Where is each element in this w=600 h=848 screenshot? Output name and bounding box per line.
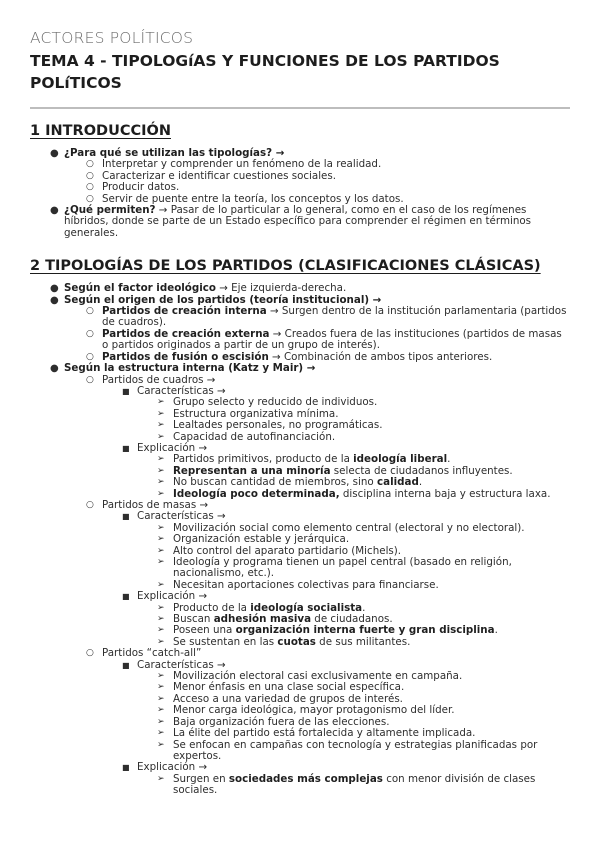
circle-bullet-icon: ○ bbox=[86, 182, 94, 193]
list-item: ■ Explicación → bbox=[122, 441, 208, 454]
arrow-bullet-icon: ➢ bbox=[157, 716, 165, 727]
bullet-icon: ● bbox=[50, 363, 59, 375]
bullet-icon: ● bbox=[50, 148, 59, 159]
list-item: ➢ Necesitan aportaciones colectivas para financiarse. bbox=[157, 578, 439, 591]
document-page bbox=[30, 28, 570, 797]
arrow-bullet-icon: ➢ bbox=[157, 671, 165, 682]
list-item: ➢ Movilización social como elemento central (electoral y no electoral). bbox=[157, 521, 525, 534]
list-item: ➢ Organización estable y jerárquica. bbox=[157, 533, 350, 546]
list-item: ➢ Menor carga ideológica, mayor protagonismo del líder. bbox=[157, 704, 455, 717]
bullet-icon: ● bbox=[50, 283, 59, 295]
arrow-bullet-icon: ➢ bbox=[157, 728, 165, 739]
list-item: ➢ Partidos primitivos, producto de la ideología liberal. bbox=[157, 453, 451, 466]
list-item: ➢ Alto control del aparato partidario (Michels). bbox=[157, 544, 402, 557]
list-item: ➢ Ideología y programa tienen un papel central (basado en religión, nacionalismo, etc.). bbox=[157, 556, 512, 580]
square-bullet-icon: ■ bbox=[122, 386, 130, 396]
list-item: ○ Partidos de masas → bbox=[86, 498, 209, 511]
list-item: ● Según el factor ideológico → Eje izquierda-derecha. bbox=[50, 282, 347, 295]
arrow-bullet-icon: ➢ bbox=[157, 693, 165, 704]
list-item: ■ Características → bbox=[122, 658, 226, 671]
arrow-bullet-icon: ➢ bbox=[157, 454, 165, 465]
arrow-bullet-icon: ➢ bbox=[157, 477, 165, 488]
list-item: ➢ Se sustentan en las cuotas de sus militantes. bbox=[157, 635, 411, 648]
arrow-bullet-icon: ➢ bbox=[157, 579, 165, 590]
square-bullet-icon: ■ bbox=[122, 763, 130, 773]
circle-bullet-icon: ○ bbox=[86, 328, 94, 339]
arrow-bullet-icon: ➢ bbox=[157, 465, 165, 476]
circle-bullet-icon: ○ bbox=[86, 374, 94, 385]
list-item: ➢ Se enfocan en campañas con tecnología y estrategias planificadas por expertos. bbox=[157, 738, 538, 762]
list-item: ➢ Grupo selecto y reducido de individuos. bbox=[157, 396, 378, 409]
square-bullet-icon: ■ bbox=[122, 660, 130, 670]
arrow-bullet-icon: ➢ bbox=[157, 682, 165, 693]
circle-bullet-icon: ○ bbox=[86, 193, 94, 204]
list-item: ● ¿Qué permiten? → Pasar de lo particular a lo general, como en el caso de los regímenes híbridos, donde se parte de un Estado específico para comprender el régimen en términos generales. bbox=[50, 204, 532, 239]
list-item: ➢ Lealtades personales, no programáticas. bbox=[157, 419, 383, 432]
arrow-bullet-icon: ➢ bbox=[157, 636, 165, 647]
arrow-bullet-icon: ➢ bbox=[157, 545, 165, 556]
circle-bullet-icon: ○ bbox=[86, 648, 94, 659]
arrow-bullet-icon: ➢ bbox=[157, 534, 165, 545]
circle-bullet-icon: ○ bbox=[86, 170, 94, 181]
circle-bullet-icon: ○ bbox=[86, 351, 94, 362]
list-item: ➢ Ideología poco determinada, disciplina interna baja y estructura laxa. bbox=[157, 487, 551, 500]
arrow-bullet-icon: ➢ bbox=[157, 614, 165, 625]
list-item: ➢ Baja organización fuera de las elecciones. bbox=[157, 715, 390, 728]
list-item: ■ Explicación → bbox=[122, 590, 208, 603]
list-item: ➢ Representan a una minoría selecta de ciudadanos influyentes. bbox=[157, 464, 513, 477]
list-item: ➢ Buscan adhesión masiva de ciudadanos. bbox=[157, 613, 393, 626]
page-title: TEMA 4 - TIPOLOGíAS Y FUNCIONES DE LOS PARTIDOS POLíTICOS bbox=[30, 52, 500, 92]
arrow-bullet-icon: ➢ bbox=[157, 408, 165, 419]
list-item: ➢ Producto de la ideología socialista. bbox=[157, 601, 366, 614]
list-item: ➢ No buscan cantidad de miembros, sino calidad. bbox=[157, 476, 423, 489]
arrow-bullet-icon: ➢ bbox=[157, 625, 165, 636]
arrow-bullet-icon: ➢ bbox=[157, 488, 165, 499]
arrow-bullet-icon: ➢ bbox=[157, 420, 165, 431]
list-item: ○ Partidos de fusión o escisión → Combinación de ambos tipos anteriores. bbox=[86, 350, 493, 363]
list-item: ○ Caracterizar e identificar cuestiones sociales. bbox=[86, 169, 337, 182]
list-item: ○ Partidos de creación interna → Surgen dentro de la institución parlamentaria (partidos de cuadros). bbox=[86, 305, 567, 329]
list-item: ➢ Menor énfasis en una clase social específica. bbox=[157, 681, 405, 694]
list-item: ➢ Capacidad de autofinanciación. bbox=[157, 430, 336, 443]
list-item: ➢ Poseen una organización interna fuerte y gran disciplina. bbox=[157, 624, 498, 637]
list-item: ■ Características → bbox=[122, 510, 226, 523]
course-name: ACTORES POLÍTICOS bbox=[30, 29, 194, 47]
list-item: ● Según el origen de los partidos (teoría institucional) → bbox=[50, 293, 382, 306]
bullet-icon: ● bbox=[50, 205, 59, 217]
list-item: ○ Interpretar y comprender un fenómeno de la realidad. bbox=[86, 158, 382, 171]
tipologias-list bbox=[30, 283, 570, 796]
list-item: ➢ Acceso a una variedad de grupos de interés. bbox=[157, 692, 403, 705]
list-item: ● Según la estructura interna (Katz y Mair) → bbox=[50, 362, 316, 375]
bullet-icon: ● bbox=[50, 294, 59, 306]
square-bullet-icon: ■ bbox=[122, 592, 130, 602]
list-item: ○ Partidos “catch-all” bbox=[86, 647, 202, 660]
section-heading-introduccion: 1 INTRODUCCIÓN bbox=[30, 123, 171, 139]
header-divider bbox=[30, 107, 570, 109]
list-item: ○ Partidos de creación externa → Creados fuera de las instituciones (partidos de masas o partidos originados a partir de un grupo de interés). bbox=[86, 327, 562, 352]
list-item: ○ Partidos de cuadros → bbox=[86, 373, 216, 386]
list-item: ○ Producir datos. bbox=[86, 181, 180, 194]
arrow-bullet-icon: ➢ bbox=[157, 739, 165, 750]
intro-list bbox=[30, 148, 570, 239]
list-item: ■ Explicación → bbox=[122, 761, 208, 774]
arrow-bullet-icon: ➢ bbox=[157, 773, 165, 784]
list-item: ➢ Surgen en sociedades más complejas con menor división de clases sociales. bbox=[157, 772, 536, 797]
arrow-bullet-icon: ➢ bbox=[157, 522, 165, 533]
list-item: ➢ Movilización electoral casi exclusivamente en campaña. bbox=[157, 670, 463, 683]
list-item: ● ¿Para qué se utilizan las tipologías? → bbox=[50, 147, 285, 159]
square-bullet-icon: ■ bbox=[122, 443, 130, 453]
arrow-bullet-icon: ➢ bbox=[157, 557, 165, 567]
circle-bullet-icon: ○ bbox=[86, 306, 94, 317]
circle-bullet-icon: ○ bbox=[86, 499, 94, 510]
list-item: ➢ Estructura organizativa mínima. bbox=[157, 407, 339, 420]
square-bullet-icon: ■ bbox=[122, 512, 130, 522]
arrow-bullet-icon: ➢ bbox=[157, 602, 165, 613]
circle-bullet-icon: ○ bbox=[86, 159, 94, 170]
arrow-bullet-icon: ➢ bbox=[157, 705, 165, 716]
arrow-bullet-icon: ➢ bbox=[157, 431, 165, 442]
list-item: ■ Características → bbox=[122, 384, 226, 397]
list-item: ➢ La élite del partido está fortalecida y altamente implicada. bbox=[157, 727, 476, 740]
list-item: ○ Servir de puente entre la teoría, los conceptos y los datos. bbox=[86, 192, 404, 205]
arrow-bullet-icon: ➢ bbox=[157, 397, 165, 408]
section-heading-tipologias: 2 TIPOLOGÍAS DE LOS PARTIDOS (CLASIFICACIONES CLÁSICAS) bbox=[30, 258, 541, 275]
